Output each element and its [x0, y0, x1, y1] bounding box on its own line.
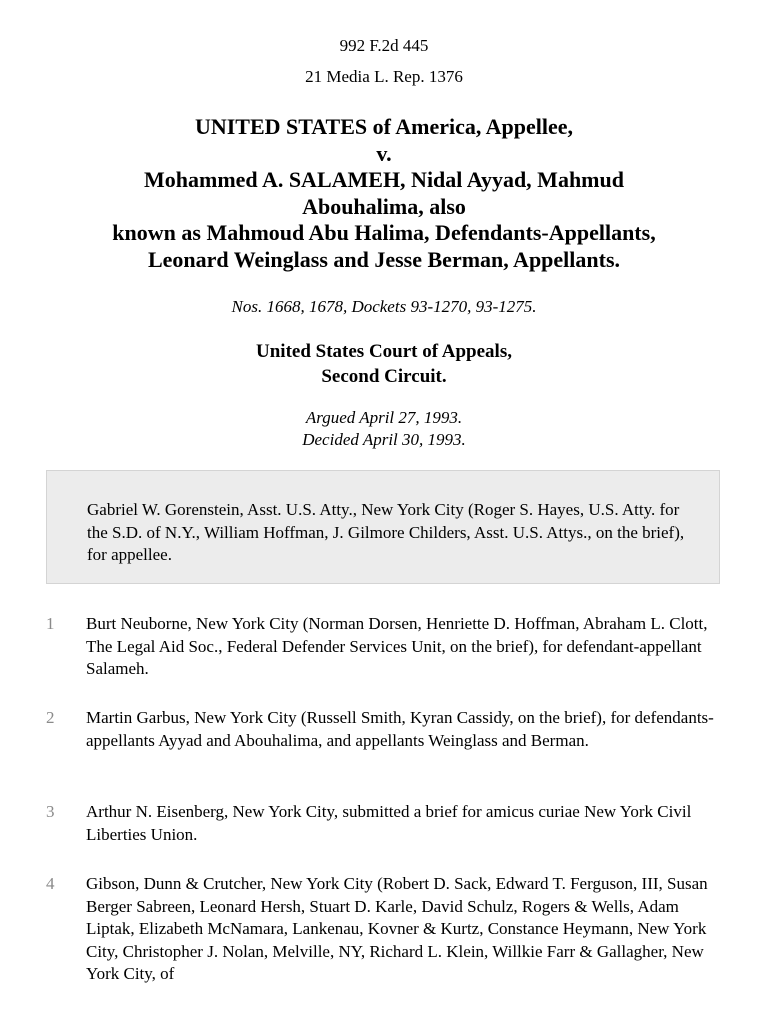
caption-appellants: Leonard Weinglass and Jesse Berman, Appellants.	[147, 246, 621, 272]
decision-dates	[0, 407, 768, 451]
paragraph-text: Burt Neuborne, New York City (Norman Dorsen, Henriette D. Hoffman, Abraham L. Clott, The Legal Aid Soc., Federal Defender Services Unit, on the brief), for defendant-appellant Salameh.	[86, 614, 708, 678]
counsel-for-appellee: Gabriel W. Gorenstein, Asst. U.S. Atty., New York City (Roger S. Hayes, U.S. Atty. for the S.D. of N.Y., William Hoffman, J. Gilmore Childers, Asst. U.S. Attys., on the brief), for appellee.	[87, 500, 685, 564]
paragraph-number: 4	[46, 874, 55, 893]
counsel-box	[46, 470, 720, 584]
court-name	[0, 339, 768, 389]
paragraph-text: Gibson, Dunn & Crutcher, New York City (Robert D. Sack, Edward T. Ferguson, III, Susan Berger Sabreen, Leonard Hersh, Stuart D. Karle, David Schulz, Rogers & Wells, Adam Liptak, Elizabeth McNamara, Lankenau, Kovner & Kurtz, Constance Heymann, New York City, Christopher J. Nolan, Melville, NY, Richard L. Klein, Willkie Farr & Gallagher, New York City, of	[86, 874, 708, 983]
media-law-citation: 21 Media L. Rep. 1376	[305, 67, 463, 86]
court-name-line-2: Second Circuit.	[321, 366, 447, 387]
caption-defendants-line-1: Mohammed A. SALAMEH, Nidal Ayyad, Mahmud	[144, 167, 624, 192]
argued-date: Argued April 27, 1993.	[305, 408, 463, 427]
decided-date: Decided April 30, 1993.	[302, 430, 466, 449]
caption-defendants-line-2: Abouhalima, also	[302, 193, 466, 219]
caption-appellee: UNITED STATES of America, Appellee,	[194, 114, 574, 139]
caption-versus: v.	[376, 140, 392, 166]
reporter-citation: 992 F.2d 445	[339, 36, 429, 55]
paragraph-text: Arthur N. Eisenberg, New York City, submitted a brief for amicus curiae New York Civil Liberties Union.	[86, 802, 692, 844]
paragraph-number: 2	[46, 708, 55, 727]
case-caption	[40, 114, 728, 273]
paragraph-number: 3	[46, 802, 55, 821]
court-name-line-1: United States Court of Appeals,	[256, 341, 512, 362]
paragraph-number: 1	[46, 614, 55, 633]
caption-defendants-line-3: known as Mahmoud Abu Halima, Defendants-Appellants,	[112, 220, 656, 245]
paragraph-text: Martin Garbus, New York City (Russell Smith, Kyran Cassidy, on the brief), for defendants-appellants Ayyad and Abouhalima, and appellants Weinglass and Berman.	[86, 708, 714, 750]
docket-numbers: Nos. 1668, 1678, Dockets 93-1270, 93-1275.	[231, 297, 537, 316]
